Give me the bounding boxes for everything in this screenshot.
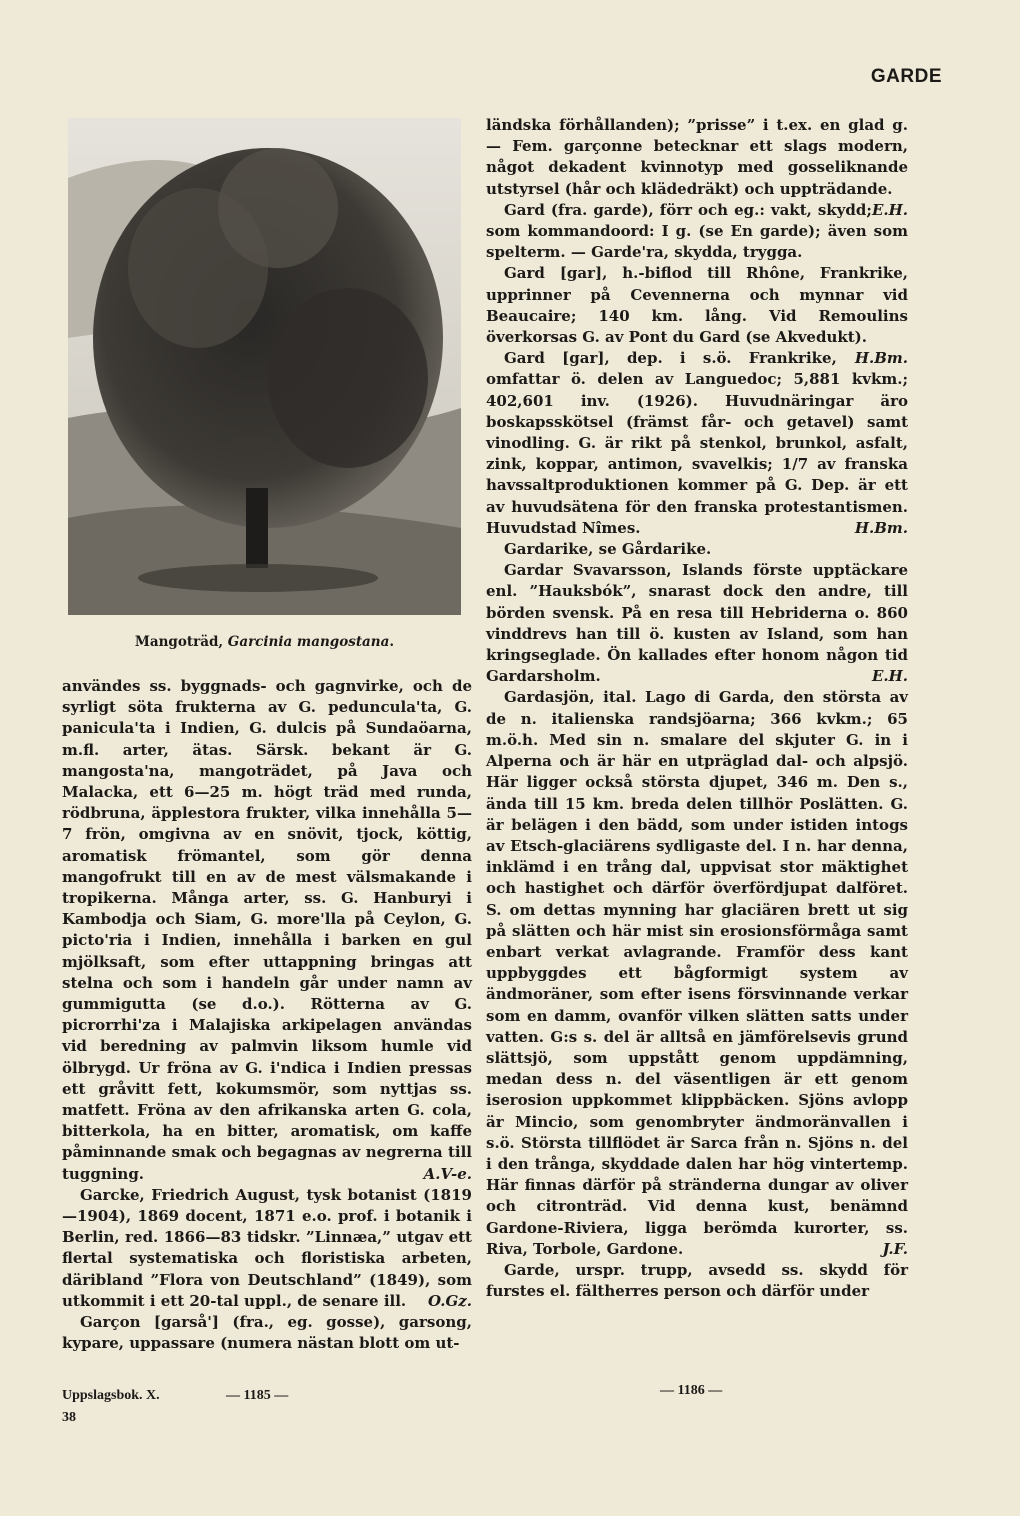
caption-species: Garcinia mangostana (227, 634, 390, 650)
book-volume: Uppslagsbok. X. (62, 1388, 160, 1403)
entry-garcon (62, 1312, 472, 1354)
entry-text: [garså'] (fra., eg. gosse), garsong, kypare, uppassare (numera nästan blott om ut- (62, 1313, 472, 1353)
entry-gardasjon (486, 687, 908, 1259)
mango-tree-photo (68, 118, 461, 615)
photo-caption (68, 634, 461, 650)
left-column (62, 676, 472, 1355)
entry-gardar (486, 560, 908, 687)
entry-garcke (62, 1185, 472, 1312)
headword: Garcke, (80, 1185, 145, 1204)
entry-text: urspr. trupp, avsedd ss. skydd för furstes el. fältherres person och därför under (486, 1260, 908, 1301)
entry-gard-river (486, 263, 908, 368)
entry-text: [gar], h.-biflod till Rhône, Frankrike, upprinner på Cevennerna och mynnar vid Beaucaire; 140 km. lång. Vid Remoulins överkorsas G. av Pont du Gard (se Akvedukt). (486, 264, 908, 347)
author-signature: E.H. (871, 200, 908, 219)
page-number-right: — 1186 — (660, 1383, 723, 1398)
paragraph-text: ländska förhållanden); ”prisse” i t.ex. en glad g. — Fem. garçonne betecknar ett slags modern, något dekadent kvinnotyp med gosseliknande utstyrsel (hår och klädedräkt) och uppträdande. (486, 116, 908, 198)
author-signature: E.H. (871, 667, 908, 686)
headword: Gardarike, (504, 540, 594, 559)
author-signature: H.Bm. (854, 349, 908, 368)
headword: Gard (504, 200, 545, 219)
tree-illustration (68, 118, 461, 615)
right-column (486, 115, 908, 1302)
entry-gard-dep (486, 348, 908, 539)
entry-text: [gar], dep. i s.ö. Frankrike, omfattar ö. delen av Languedoc; 5,881 kvkm.; 402,601 inv. (1926). Huvudnäringar äro boskapsskötsel (främst får- och getavel) samt vinodling. G. är rikt på stenkol, brunkol, asfalt, zink, koppar, antimon, svavelkis; 1/7 av franska havssaltproduktionen kommer på G. Dep. är ett av huvudsätena för den franska protestantismen. Huvudstad Nîmes. (486, 349, 908, 537)
headword: Garçon (80, 1313, 141, 1332)
author-signature: A.V-e. (423, 1164, 472, 1183)
page-number-left: — 1185 — (226, 1388, 289, 1403)
caption-end: . (389, 634, 395, 650)
author-signature: J.F. (882, 1239, 908, 1258)
entry-text: Islands förste upptäckare enl. ”Hauksbók”, snarast dock den andre, till börden svensk. På en resa till Hebriderna o. 860 vinddrevs han till ö. kusten av Island, som han kringseglade. Ön kallades efter honom någon tid Gardarsholm. (486, 561, 908, 686)
entry-garde (486, 1260, 908, 1302)
author-signature: O.Gz. (428, 1291, 472, 1310)
entry-text: Friedrich August, tysk botanist (1819—1904), 1869 docent, 1871 e.o. prof. i botanik i Berlin, red. 1866—83 tidskr. ”Linnæa,” utgav ett flertal systematiska och floristiska arbeten, däribland ”Flora von Deutschland” (1849), som utkommit i ett 20-tal uppl., de senare ill. (62, 1185, 472, 1310)
headword: Gard (504, 264, 545, 283)
entry-text: (fra. garde), förr och eg.: vakt, skydd; som kommandoord: I g. (se En garde); även som spelterm. — Garde'ra, skydda, trygga. (486, 200, 908, 262)
entry-text: se Gårdarike. (598, 540, 712, 559)
sheet-number: 38 (62, 1410, 76, 1425)
garcinia-continued (62, 676, 472, 1185)
headword: Gardar Svavarsson, (504, 561, 672, 580)
headword: Garde, (504, 1260, 560, 1279)
headword: Gardasjön, (504, 688, 595, 707)
caption-text: Mangoträd, (134, 634, 228, 650)
paragraph-text: användes ss. byggnads- och gagnvirke, och de syrligt söta frukterna av G. peduncula'ta, G. panicula'ta i Indien, G. dulcis på Sundaöarna, m.fl. arter, ätas. Särsk. bekant är G. mangosta'na, mangoträdet, på Java och Malacka, ett 6—25 m. högt träd med runda, rödbruna, äpplestora frukter, vilka innehålla 5—7 frön, omgivna av en snövit, tjock, köttig, aromatisk frömantel, som gör denna mangofrukt till en av de mest välsmakande i tropikerna. Många arter, ss. G. Hanburyi i Kambodja och Siam, G. more'lla på Ceylon, G. picto'ria i Indien, innehålla i barken en gul mjölksaft, som efter uttappning bringas att stelna och som i handeln går under namn av gummigutta (se d.o.). Rötterna av G. picrorrhi'za i Malajiska arkipelagen användas vid beredning av palmvin liksom humle vid ölbrygd. Ur fröna av G. i'ndica i Indien pressas ett gråvitt fett, kokumsmör, som nyttjas ss. matfett. Fröna av den afrikanska arten G. cola, bitterkola, ha en bitter, aromatisk, om kaffe påminnande smak och begagnas av negrerna till tuggning. (62, 677, 472, 1183)
entry-gardarike (486, 539, 908, 560)
entry-gard-1 (486, 200, 908, 264)
headword: Gard (504, 349, 545, 368)
author-signature: H.Bm. (854, 518, 908, 537)
entry-text: ital. Lago di Garda, den största av de n. italienska randsjöarna; 366 kvkm.; 65 m.ö.h. Med sin n. smalare del skjuter G. in i Alperna och är här en utpräglad dal- och alpsjö. Här ligger också största djupet, 346 m. Den s., ända till 15 km. breda delen tillhör Poslätten. G. är belägen i den bädd, som under istiden intogs av Etsch-glaciärens sydligaste del. I n. har denna, inklämd i en trång dal, uppvisat stor mäktighet och hastighet och därför överfördjupat dalföret. S. om dettas mynning har glaciären brett ut sig på slätten och här mist sin erosionsförmåga samt enbart verkat avlagrande. Framför dess kant uppbyggdes ett bågformigt system av ändmoräner, som efter isens försvinnande verkar som en damm, ovanför vilken slätten satts under vatten. G:s s. del är alltså en jämförelsevis grund slättsjö, som uppstått genom uppdämning, medan dess n. del väsentligen är ett genom iserosion uppkommet klippbäcken. Sjöns avlopp är Mincio, som genombryter ändmoränvallen i s.ö. Största tillflödet är Sarca från n. Sjöns n. del i den trånga, skyddade dalen har hög vintertemp. Här finnas därför på stränderna dungar av oliver och citronträd. Vid denna kust, benämnd Gardone-Riviera, ligga berömda kurorter, ss. Riva, Torbole, Gardone. (486, 688, 908, 1258)
running-head: GARDE (870, 66, 942, 87)
